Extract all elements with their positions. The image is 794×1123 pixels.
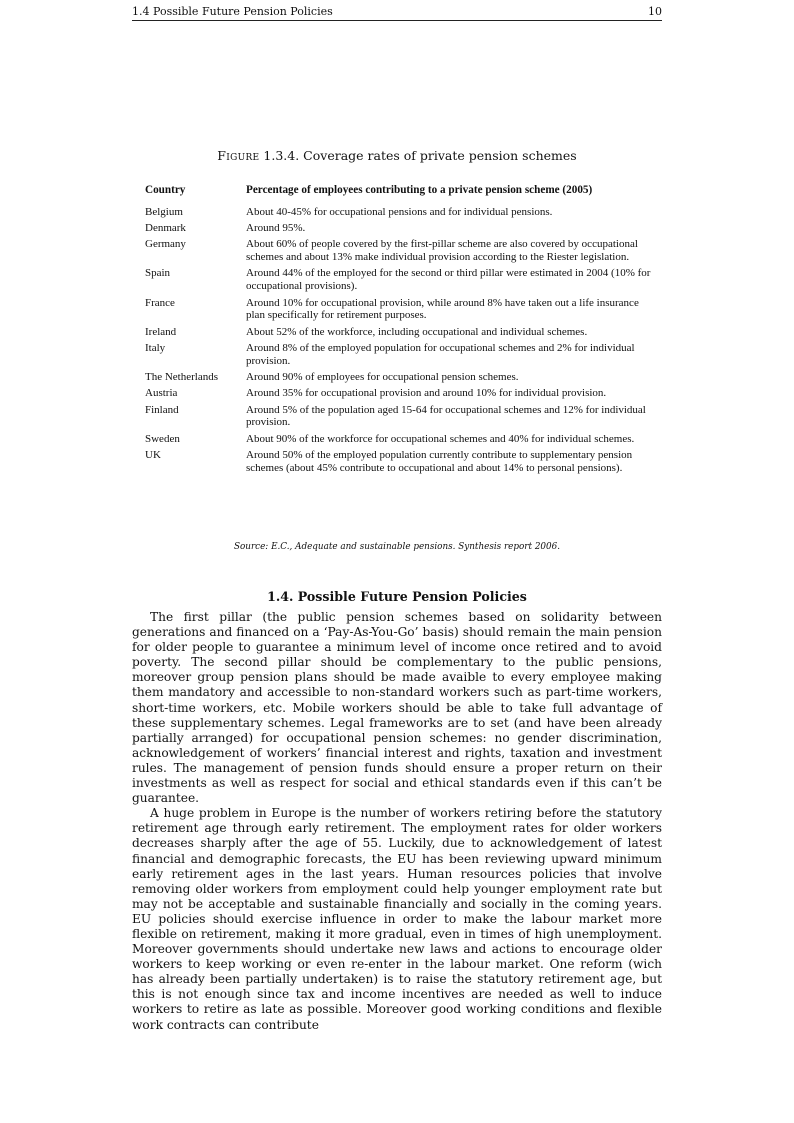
percentage-cell: Around 10% for occupational provision, while around 8% have taken out a life insurance plan specifically for retirement purposes. [246, 296, 639, 322]
figure-caption-text: Coverage rates of private pension schemes [303, 148, 577, 163]
percentage-cell: Around 90% of employees for occupational pension schemes. [246, 371, 519, 384]
column-header-country: Country [145, 184, 186, 196]
table-row [145, 326, 655, 339]
percentage-cell: About 90% of the workforce for occupational schemes and 40% for individual schemes. [246, 432, 635, 445]
table-row [145, 297, 655, 323]
country-cell: Italy [145, 341, 166, 354]
country-cell: UK [145, 449, 161, 462]
percentage-cell: Around 50% of the employed population currently contribute to supplementary pension schemes (about 45% contribute to occupational and about 14% to personal pensions). [246, 449, 633, 474]
header-rule [132, 20, 662, 21]
table-row [145, 267, 655, 293]
country-cell: Belgium [145, 205, 183, 218]
country-cell: France [145, 296, 175, 309]
table-row [145, 238, 655, 264]
percentage-cell: Around 5% of the population aged 15-64 for occupational schemes and 12% for individual provision. [246, 403, 646, 429]
percentage-cell: About 40-45% for occupational pensions and for individual pensions. [246, 205, 553, 218]
paragraph: A huge problem in Europe is the number of workers retiring before the statutory retirement age through early retirement. The employment rates for older workers decreases sharply after the age of 55. Luckily, due to acknowledgement of latest financial and demographic forecasts, the EU has been reviewing upward minimum early retirement ages in the last years. Human resources policies that involve removing older workers from employment could help younger employment rate but may not be acceptable and sustainable financially and socially in the coming years. EU policies should exercise influence in order to make the labour market more flexible on retirement, making it more gradual, even in times of high unemployment. Moreover governments should undertake new laws and actions to encourage older workers to keep working or even re-enter in the labour market. One reform (wich has already been partially undertaken) is to raise the statutory retirement age, but this is not enough since tax and income incentives are needed as well to induce workers to retire as late as possible. Moreover good working conditions and flexible work contracts can contribute [132, 806, 662, 1032]
country-cell: Denmark [145, 222, 186, 235]
section-title: 1.4. Possible Future Pension Policies [267, 589, 527, 604]
table-row [145, 433, 655, 446]
table-row [145, 371, 655, 384]
percentage-cell: Around 44% of the employed for the second or third pillar were estimated in 2004 (10% for occupational provisions). [246, 267, 651, 293]
section-body [132, 610, 662, 1033]
country-cell: Ireland [145, 325, 177, 338]
figure-label: Figure [217, 148, 260, 163]
paragraph: The first pillar (the public pension schemes based on solidarity between generations and financed on a ‘Pay-As-You-Go’ basis) should remain the main pension for older people to guarantee a minimum level of income once retired and to avoid poverty. The second pillar should be complementary to the public pensions, moreover group pension plans should be made avaible to every employee making them mandatory and accessible to non-standard workers such as part-time workers, short-time workers, etc. Mobile workers should be able to take full advantage of these supplementary schemes. Legal frameworks are to set (and have been already partially arranged) for occupational pension schemes: no gender discrimination, acknowledgement of workers’ financial interest and rights, taxation and investment rules. The management of pension funds should ensure a proper return on their investments as well as respect for social and ethical standards even if this can’t be guarantee. [132, 610, 662, 806]
percentage-cell: Around 8% of the employed population for occupational schemes and 2% for individual provision. [246, 341, 635, 367]
table-row [145, 222, 655, 235]
running-header [132, 5, 662, 18]
table-header-row [145, 184, 655, 197]
country-cell: Finland [145, 403, 179, 416]
percentage-cell: About 60% of people covered by the first-pillar scheme are also covered by occupational schemes and about 13% make individual provision according to the Riester legislation. [246, 238, 638, 264]
country-cell: Sweden [145, 432, 180, 445]
coverage-table [145, 184, 655, 478]
page-number: 10 [648, 5, 662, 18]
document-page [132, 0, 662, 1123]
country-cell: Germany [145, 238, 186, 251]
figure-source: Source: E.C., Adequate and sustainable pensions. Synthesis report 2006. [233, 542, 561, 552]
figure-number: 1.3.4. [263, 148, 300, 163]
percentage-cell: Around 95%. [246, 222, 306, 235]
table-row [145, 206, 655, 219]
figure-caption [132, 148, 662, 163]
column-header-percentage: Percentage of employees contributing to a private pension scheme (2005) [246, 184, 593, 196]
country-cell: Spain [145, 267, 171, 280]
percentage-cell: About 52% of the workforce, including occupational and individual schemes. [246, 325, 588, 338]
table-row [145, 404, 655, 430]
percentage-cell: Around 35% for occupational provision and around 10% for individual provision. [246, 387, 607, 400]
table-row [145, 387, 655, 400]
running-title: 1.4 Possible Future Pension Policies [132, 5, 333, 18]
country-cell: Austria [145, 387, 178, 400]
country-cell: The Netherlands [145, 371, 218, 384]
table-row [145, 342, 655, 368]
table-row [145, 449, 655, 475]
